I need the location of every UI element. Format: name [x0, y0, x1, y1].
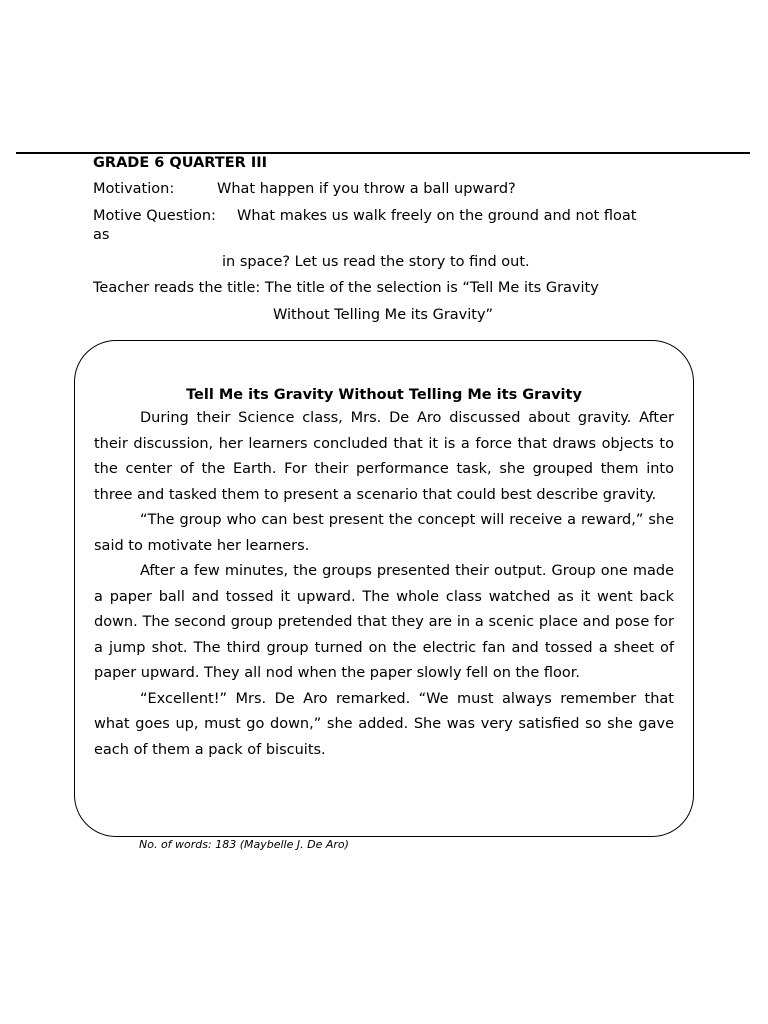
- story-title: Tell Me its Gravity Without Telling Me its Gravity: [186, 387, 582, 403]
- grade-quarter-heading: GRADE 6 QUARTER III: [93, 155, 267, 171]
- motive-question-line1: What makes us walk freely on the ground and not float: [237, 208, 637, 224]
- story-paragraph: “The group who can best present the concept will receive a reward,” she said to motivate her learners.: [94, 512, 674, 554]
- story-body: [94, 406, 674, 763]
- motivation-text: What happen if you throw a ball upward?: [217, 181, 516, 197]
- teacher-reads-line1: Teacher reads the title: The title of the selection is “Tell Me its Gravity: [93, 280, 599, 296]
- teacher-reads-line2: Without Telling Me its Gravity”: [273, 307, 494, 323]
- story-paragraph: After a few minutes, the groups presented their output. Group one made a paper ball and tossed it upward. The whole class watched as it went back down. The second group pretended that they are in a scenic place and pose for a jump shot. The third group turned on the electric fan and tossed a sheet of paper upward. They all nod when the paper slowly fell on the floor.: [94, 563, 674, 681]
- motivation-label: Motivation:: [93, 181, 175, 197]
- motive-question-line3: in space? Let us read the story to find out.: [222, 254, 530, 270]
- motive-question-label: Motive Question:: [93, 208, 216, 224]
- word-count-note: No. of words: 183 (Maybelle J. De Aro): [139, 838, 349, 851]
- story-paragraph: During their Science class, Mrs. De Aro discussed about gravity. After their discussion, her learners concluded that it is a force that draws objects to the center of the Earth. For their performance task, she grouped them into three and tasked them to present a scenario that could best describe gravity.: [94, 410, 674, 503]
- story-paragraph: “Excellent!” Mrs. De Aro remarked. “We must always remember that what goes up, must go down,” she added. She was very satisfied so she gave each of them a pack of biscuits.: [94, 690, 674, 758]
- motive-question-line2: as: [93, 227, 110, 243]
